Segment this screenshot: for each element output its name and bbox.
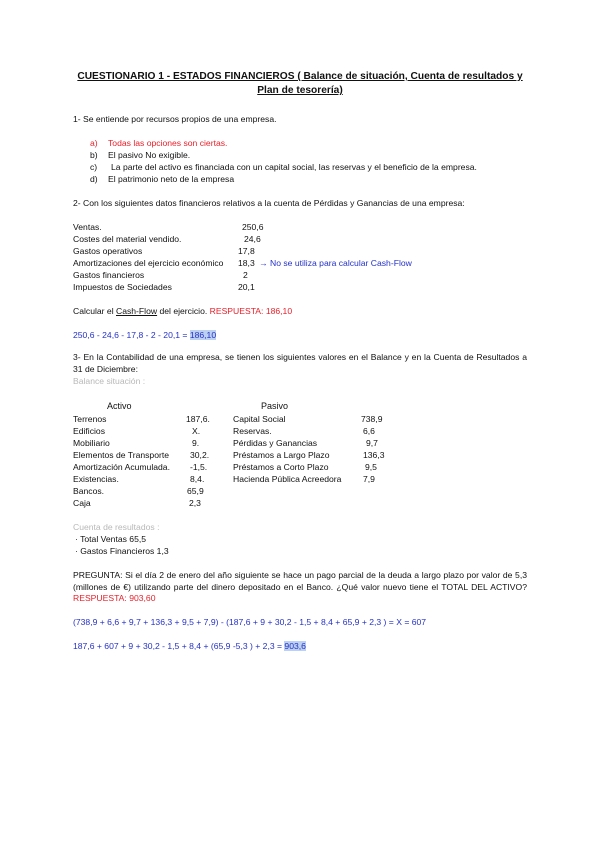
pasivo-label-capital: Capital Social [233, 414, 286, 424]
pyg-value-amortizaciones: 18,3 [238, 258, 255, 268]
question-3-text: 3- En la Contabilidad de una empresa, se tienen los siguientes valores en el Balance y en la Cuenta de Resultados a 31 de Diciembre: [73, 352, 527, 374]
pasivo-label-reservas: Reservas. [233, 426, 272, 436]
activo-header: Activo [107, 401, 132, 411]
question-3-pregunta [73, 570, 527, 605]
activo-value-mobiliario: 9. [192, 438, 200, 448]
pyg-value-ventas: 250,6 [242, 222, 264, 232]
option-a-text: Todas las opciones son ciertas. [108, 138, 228, 148]
pasivo-value-corto-plazo: 9,5 [365, 462, 377, 472]
amortizaciones-note: → No se utiliza para calcular Cash-Flow [259, 258, 412, 268]
balance-situacion-label: Balance situación : [73, 376, 146, 386]
activo-label-transporte: Elementos de Transporte [73, 450, 170, 460]
question-2-text: 2- Con los siguientes datos financieros relativos a la cuenta de Pérdidas y Ganancias de una empresa: [73, 198, 465, 208]
activo-label-mobiliario: Mobiliario [73, 438, 110, 448]
cashflow-prompt-pre: Calcular el [73, 306, 114, 316]
activo-label-caja: Caja [73, 498, 91, 508]
activo-value-caja: 2,3 [189, 498, 201, 508]
pyg-value-costes: 24,6 [244, 234, 261, 244]
pyg-label-ventas: Ventas. [73, 222, 102, 232]
activo-value-bancos: 65,9 [187, 486, 204, 496]
pasivo-value-largo-plazo: 136,3 [363, 450, 385, 460]
cashflow-calc-result: 186,10 [189, 330, 217, 340]
activo-label-terrenos: Terrenos [73, 414, 107, 424]
pasivo-label-pyg: Pérdidas y Ganancias [233, 438, 318, 448]
pyg-label-impuestos: Impuestos de Sociedades [73, 282, 172, 292]
option-c-text: La parte del activo es financiada con un capital social, las reservas y el beneficio de la empresa. [111, 162, 477, 172]
cashflow-answer: RESPUESTA: 186,10 [209, 306, 293, 316]
pasivo-value-pyg: 9,7 [366, 438, 378, 448]
activo-value-existencias: 8,4. [190, 474, 205, 484]
activo-value-edificios: X. [192, 426, 201, 436]
pyg-label-gastos-financieros: Gastos financieros [73, 270, 145, 280]
cashflow-prompt [73, 306, 292, 316]
activo-calculation-1: (738,9 + 6,6 + 9,7 + 136,3 + 9,5 + 7,9) - (187,6 + 9 + 30,2 - 1,5 + 8,4 + 65,9 + 2,3 ) = X = 607 [73, 617, 427, 627]
question-1-text: 1- Se entiende por recursos propios de una empresa. [73, 114, 277, 124]
page-title: CUESTIONARIO 1 - ESTADOS FINANCIEROS ( Balance de situación, Cuenta de resultados y Plan de tesorería) [77, 71, 523, 96]
option-b-text: El pasivo No exigible. [108, 150, 191, 160]
cuenta-resultados-label: Cuenta de resultados : [73, 522, 160, 532]
cashflow-prompt-post: del ejercicio. [159, 306, 208, 316]
pyg-label-costes: Costes del material vendido. [73, 234, 182, 244]
pasivo-value-capital: 738,9 [361, 414, 383, 424]
activo-calc2-expression: 187,6 + 607 + 9 + 30,2 - 1,5 + 8,4 + (65,9 -5,3 ) + 2,3 = [73, 641, 283, 651]
cashflow-term: Cash-Flow [116, 306, 158, 316]
option-d-letter: d) [90, 174, 98, 184]
pyg-label-amortizaciones: Amortizaciones del ejercicio económico [73, 258, 224, 268]
pyg-label-gastos-operativos: Gastos operativos [73, 246, 143, 256]
option-d-text: El patrimonio neto de la empresa [108, 174, 235, 184]
resultados-total-ventas: · Total Ventas 65,5 [75, 534, 147, 544]
activo-value-transporte: 30,2. [190, 450, 210, 460]
option-a-letter: a) [90, 138, 98, 148]
pyg-value-gastos-financieros: 2 [243, 270, 248, 280]
pasivo-label-corto-plazo: Préstamos a Corto Plazo [233, 462, 329, 472]
pregunta-respuesta: RESPUESTA: 903,60 [73, 593, 156, 603]
pasivo-header: Pasivo [261, 401, 289, 411]
cashflow-calculation [73, 330, 216, 340]
option-c-letter: c) [90, 162, 98, 172]
activo-value-terrenos: 187,6. [186, 414, 210, 424]
activo-value-amortizacion: -1,5. [190, 462, 208, 472]
activo-label-amortizacion: Amortización Acumulada. [73, 462, 170, 472]
pasivo-value-reservas: 6,6 [363, 426, 375, 436]
activo-label-edificios: Edificios [73, 426, 105, 436]
cashflow-calc-expression: 250,6 - 24,6 - 17,8 - 2 - 20,1 = [73, 330, 188, 340]
pasivo-label-largo-plazo: Préstamos a Largo Plazo [233, 450, 330, 460]
resultados-gastos-financieros: · Gastos Financieros 1,3 [75, 546, 169, 556]
activo-calculation-2 [73, 641, 306, 651]
pasivo-value-hacienda: 7,9 [363, 474, 375, 484]
pyg-value-gastos-operativos: 17,8 [238, 246, 255, 256]
pregunta-text: PREGUNTA: Si el día 2 de enero del año siguiente se hace un pago parcial de la deuda a largo plazo por valor de 5,3 (millones de €) utilizando parte del dinero depositado en el Banco. ¿Qué valor nuevo tiene el TOTAL DEL ACTIVO? [73, 570, 527, 592]
pyg-value-impuestos: 20,1 [238, 282, 255, 292]
option-b-letter: b) [90, 150, 98, 160]
pasivo-label-hacienda: Hacienda Pública Acreedora [233, 474, 342, 484]
activo-calc2-result: 903,6 [284, 641, 306, 651]
activo-label-existencias: Existencias. [73, 474, 119, 484]
activo-label-bancos: Bancos. [73, 486, 105, 496]
